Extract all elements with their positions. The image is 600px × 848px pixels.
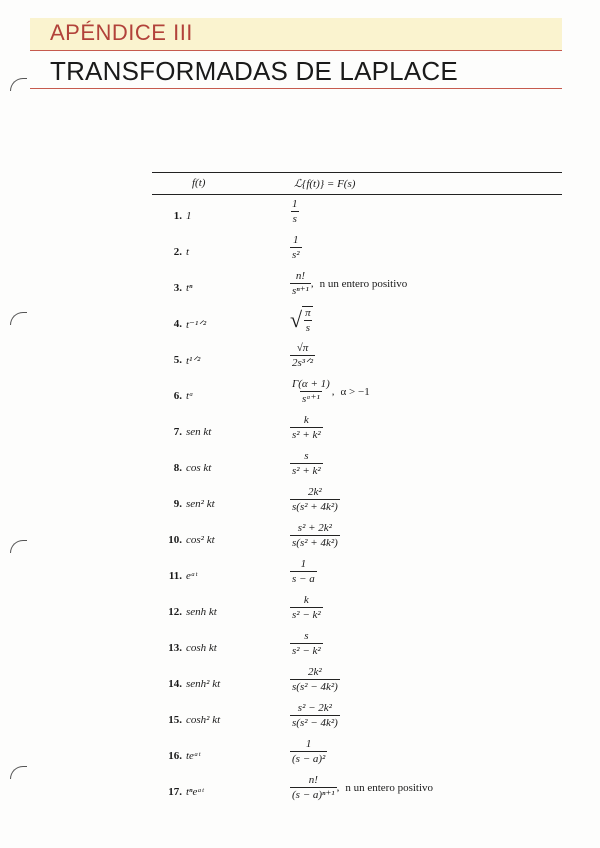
row-number: 4. [173,318,182,330]
fraction-denominator: s(s² + 4k²) [292,537,338,549]
transform-cell [290,450,323,477]
header-rule-top [30,50,562,51]
fraction-denominator: sⁿ⁺¹ [292,285,309,297]
function-cell: cosh kt [186,642,217,654]
fraction-numerator: π [305,307,311,319]
fraction-numerator: n! [308,774,318,786]
page-title: TRANSFORMADAS DE LAPLACE [50,56,458,86]
transform-cell [290,306,313,334]
fraction-denominator: s(s² + 4k²) [292,501,338,513]
row-number: 8. [173,462,182,474]
fraction-numerator: √π [296,342,309,354]
function-cell: tᵅ [186,390,194,402]
fraction-denominator: s(s² − 4k²) [292,717,338,729]
function-cell: eᵃᵗ [186,570,198,582]
row-number: 12. [168,606,182,618]
fraction-numerator: k [303,594,309,606]
function-cell: cos² kt [186,534,215,546]
square-root [290,306,313,334]
row-number: 6. [173,390,182,402]
transform-cell [290,378,370,405]
appendix-label: APÉNDICE III [50,20,193,45]
function-cell: teᵃᵗ [186,750,201,762]
fraction-numerator: 1 [305,738,312,750]
function-cell: sen² kt [186,498,215,510]
fraction-denominator: s² − k² [292,609,321,621]
separator: , [336,781,340,794]
fraction-numerator: 1 [300,558,307,570]
separator: , [310,277,314,290]
row-number: 17. [168,786,182,798]
fraction [290,270,311,297]
fraction-denominator: (s − a)ⁿ⁺¹ [292,789,335,801]
fraction [303,307,313,334]
fraction-numerator: 1 [292,198,298,210]
binder-hole-mark [10,540,27,553]
fraction [290,414,323,441]
fraction-denominator: s² − k² [292,645,321,657]
binder-hole-mark [10,766,27,779]
function-cell: tⁿ [186,282,193,294]
function-cell: senh² kt [186,678,221,690]
table-top-rule [152,172,562,173]
separator: , [331,385,335,398]
transform-cell [290,486,340,513]
fraction [290,630,323,657]
fraction-numerator: 2k² [308,666,322,678]
fraction-numerator: n! [295,270,306,282]
fraction-numerator: 1 [293,234,299,246]
row-number: 2. [173,246,182,258]
fraction-denominator: 2s³ᐟ² [292,357,314,369]
function-cell: senh kt [186,606,217,618]
binder-hole-mark [10,312,27,325]
transform-cell [290,522,340,549]
transform-cell [290,666,340,693]
fraction-denominator: s − a [292,573,315,585]
condition-note: n un entero positivo [319,277,408,290]
transform-cell [290,558,317,585]
fraction [290,198,300,225]
fraction-denominator: (s − a)² [292,753,326,765]
row-number: 1. [173,210,182,222]
row-number: 15. [168,714,182,726]
fraction [290,234,302,261]
function-cell: t [186,246,190,258]
fraction [290,558,317,585]
transform-cell [290,270,407,297]
transform-cell [290,198,300,225]
column-header-transform: ℒ{f(t)} = F(s) [294,178,356,190]
condition-note: α > −1 [340,385,370,398]
row-number: 11. [168,570,182,582]
fraction-denominator: s² [292,249,300,261]
function-cell: 1 [186,210,192,222]
row-number: 10. [168,534,182,546]
fraction [290,486,340,513]
transform-cell [290,414,323,441]
fraction-denominator: sᵅ⁺¹ [302,393,320,405]
table-header-rule [152,194,562,195]
function-cell: t⁻¹ᐟ² [186,319,207,331]
header-rule-bottom [30,88,562,89]
column-header-f: f(t) [192,177,206,189]
row-number: 5. [173,354,182,366]
fraction [290,594,323,621]
fraction [290,342,315,369]
fraction-numerator: Γ(α + 1) [292,378,330,390]
fraction [290,378,332,405]
fraction [290,774,337,801]
fraction-denominator: s(s² − 4k²) [292,681,338,693]
fraction-denominator: s [292,213,297,225]
row-number: 9. [173,498,182,510]
radicand [302,306,313,334]
transform-cell [290,738,327,765]
function-cell: sen kt [186,426,212,438]
transform-cell [290,630,323,657]
fraction-numerator: s [304,450,309,462]
row-number: 3. [173,282,182,294]
fraction-numerator: s² + 2k² [297,522,332,534]
row-number: 14. [168,678,182,690]
fraction [290,738,327,765]
fraction-numerator: s² − 2k² [297,702,332,714]
function-cell: cos kt [186,462,212,474]
row-number: 13. [168,642,182,654]
fraction-numerator: k [303,414,309,426]
transform-cell [290,774,433,801]
function-cell: t¹ᐟ² [186,355,201,367]
fraction-numerator: s [304,630,309,642]
condition-note: n un entero positivo [345,781,434,794]
fraction [290,702,340,729]
radical-sign-icon: √ [290,307,303,332]
row-number: 7. [173,426,182,438]
transform-cell [290,594,323,621]
fraction [290,450,323,477]
transform-cell [290,342,315,369]
transform-cell [290,702,340,729]
fraction [290,666,340,693]
fraction-denominator: s² + k² [292,429,321,441]
fraction-numerator: 2k² [308,486,322,498]
fraction-denominator: s² + k² [292,465,321,477]
function-cell: tⁿeᵃᵗ [186,786,204,798]
fraction [290,522,340,549]
row-number: 16. [168,750,182,762]
binder-hole-mark [10,78,27,91]
function-cell: cosh² kt [186,714,221,726]
fraction-denominator: s [305,322,310,334]
transform-cell [290,234,302,261]
